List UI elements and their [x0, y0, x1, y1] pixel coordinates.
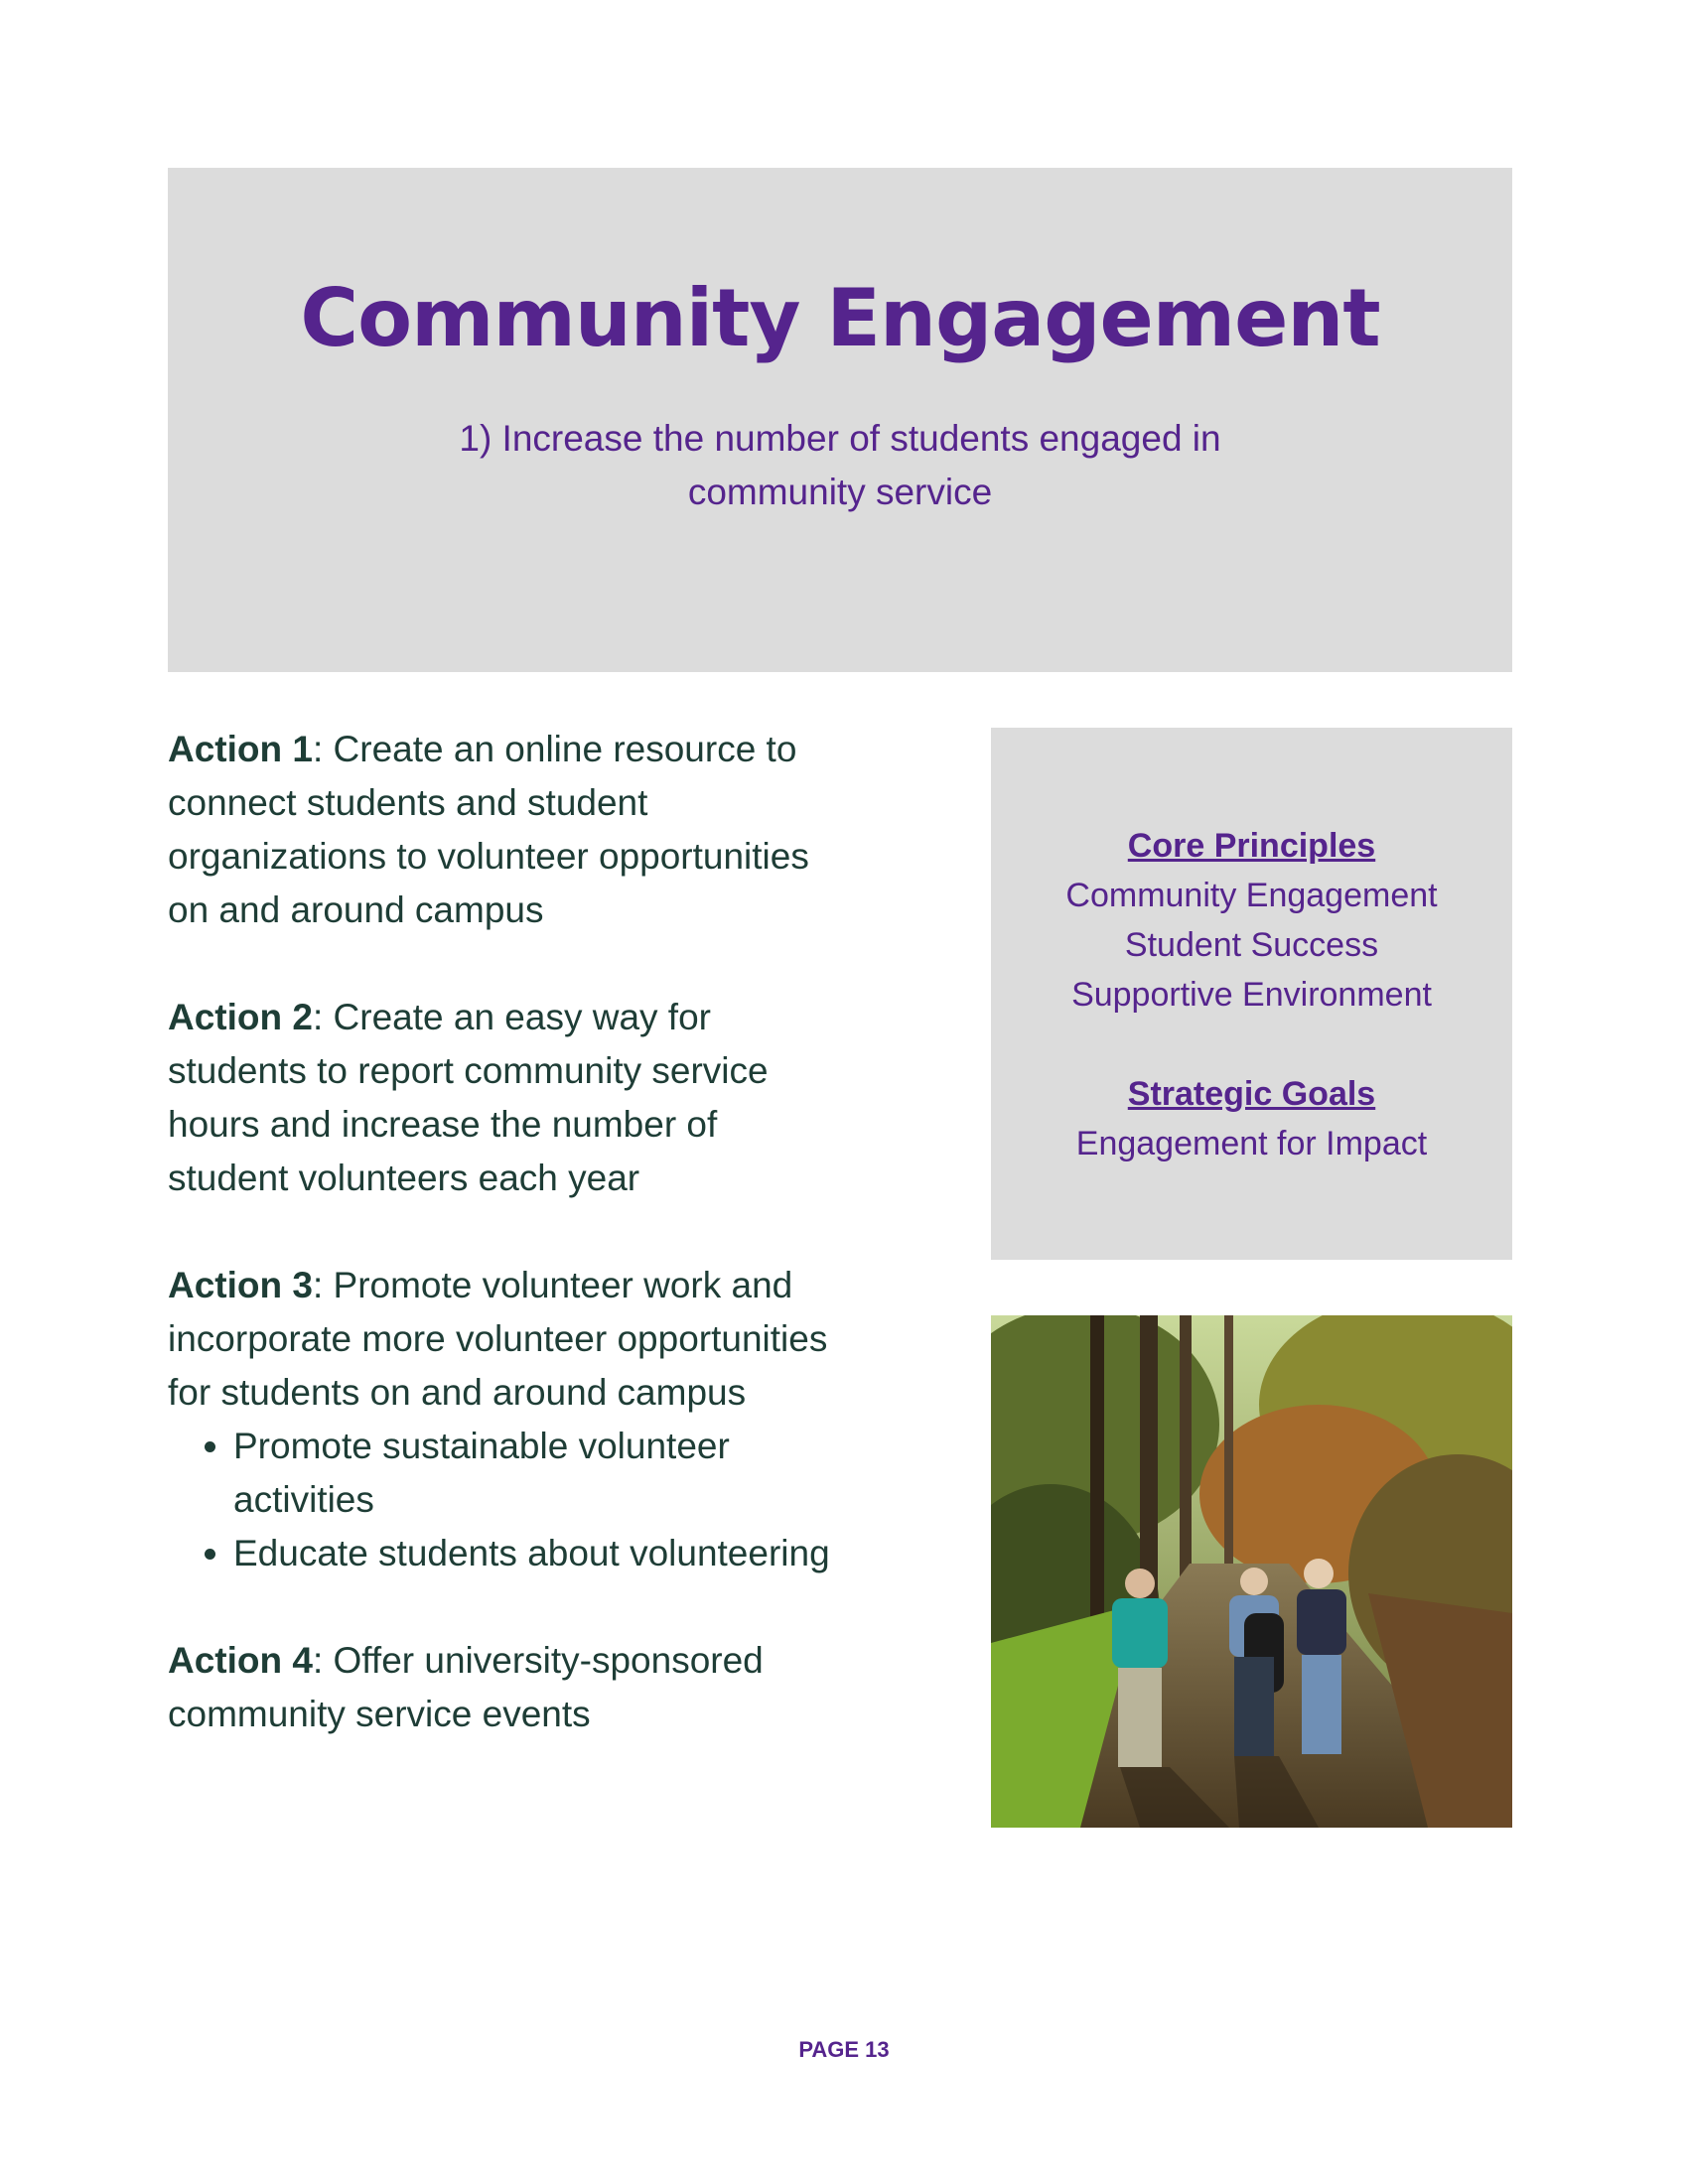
strategic-goals-heading: Strategic Goals	[1127, 1075, 1376, 1113]
principles-box	[991, 728, 1512, 1260]
action-text: : Offer university-sponsored community service events	[168, 1640, 764, 1734]
core-principle-item: Student Success	[1124, 926, 1379, 964]
core-principle-item: Supportive Environment	[1071, 976, 1432, 1014]
action-text: : Promote volunteer work and incorporate more volunteer opportunities for students on and around campus	[168, 1265, 828, 1413]
action-label: Action 3	[168, 1265, 313, 1305]
strategic-goal-item: Engagement for Impact	[1075, 1125, 1428, 1162]
action-label: Action 2	[168, 997, 313, 1037]
action-bullets	[168, 1420, 843, 1580]
header-box	[168, 168, 1512, 672]
bullet-item: • Educate students about volunteering	[233, 1527, 843, 1580]
bullet-item: • Promote sustainable volunteer activities	[233, 1420, 843, 1527]
goal-statement: 1) Increase the number of students engaged in community service	[459, 418, 1221, 512]
page-title: Community Engagement	[300, 272, 1380, 364]
action-text: : Create an easy way for students to report community service hours and increase the number of student volunteers each year	[168, 997, 769, 1198]
action-item	[168, 991, 843, 1205]
action-item	[168, 1634, 843, 1741]
core-principles-heading: Core Principles	[1127, 827, 1376, 865]
page-number: PAGE 13	[798, 2037, 890, 2062]
core-principle-item: Community Engagement	[1065, 877, 1438, 914]
action-item	[168, 723, 843, 937]
action-label: Action 1	[168, 729, 313, 769]
actions-list	[168, 723, 843, 1795]
action-text: : Create an online resource to connect students and student organizations to volunteer opportunities on and around campus	[168, 729, 809, 930]
volunteers-photo	[991, 1315, 1512, 1828]
action-item	[168, 1259, 843, 1580]
action-label: Action 4	[168, 1640, 313, 1681]
